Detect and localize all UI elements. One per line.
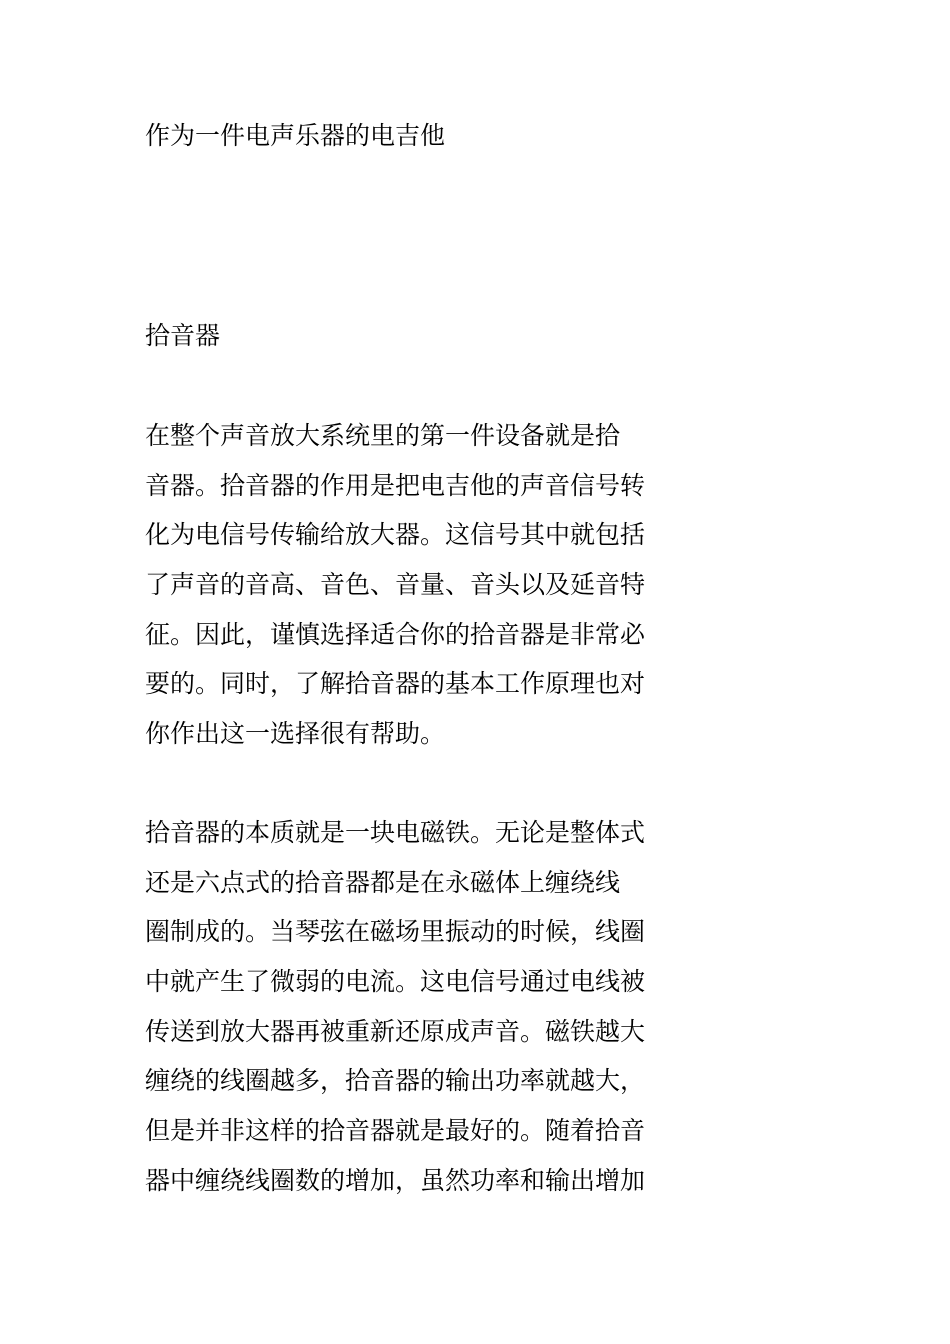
paragraph-line: 要的。同时，了解拾音器的基本工作原理也对 xyxy=(145,669,646,699)
paragraph-line: 传送到放大器再被重新还原成声音。磁铁越大 xyxy=(145,1016,646,1046)
paragraph-line: 化为电信号传输给放大器。这信号其中就包括 xyxy=(145,520,646,550)
paragraph-line: 器中缠绕线圈数的增加，虽然功率和输出增加 xyxy=(145,1165,646,1195)
paragraph-line: 但是并非这样的拾音器就是最好的。随着拾音 xyxy=(145,1116,646,1146)
paragraph-1 xyxy=(145,416,665,764)
paragraph-line: 中就产生了微弱的电流。这电信号通过电线被 xyxy=(145,967,646,997)
paragraph-2 xyxy=(145,813,665,1211)
paragraph-line: 圈制成的。当琴弦在磁场里振动的时候，线圈 xyxy=(145,917,646,947)
paragraph-line: 了声音的音高、音色、音量、音头以及延音特 xyxy=(145,570,646,600)
paragraph-line: 你作出这一选择很有帮助。 xyxy=(145,719,446,749)
paragraph-line: 缠绕的线圈越多，拾音器的输出功率就越大， xyxy=(145,1066,646,1096)
paragraph-line: 还是六点式的拾音器都是在永磁体上缠绕线 xyxy=(145,867,621,897)
paragraph-line: 征。因此，谨慎选择适合你的拾音器是非常必 xyxy=(145,619,646,649)
paragraph-line: 拾音器的本质就是一块电磁铁。无论是整体式 xyxy=(145,818,646,847)
paragraph-line: 在整个声音放大系统里的第一件设备就是拾 xyxy=(145,421,621,450)
paragraph-line: 音器。拾音器的作用是把电吉他的声音信号转 xyxy=(145,470,646,500)
document-title: 作为一件电声乐器的电吉他 xyxy=(145,121,446,150)
section-heading: 拾音器 xyxy=(145,321,221,350)
